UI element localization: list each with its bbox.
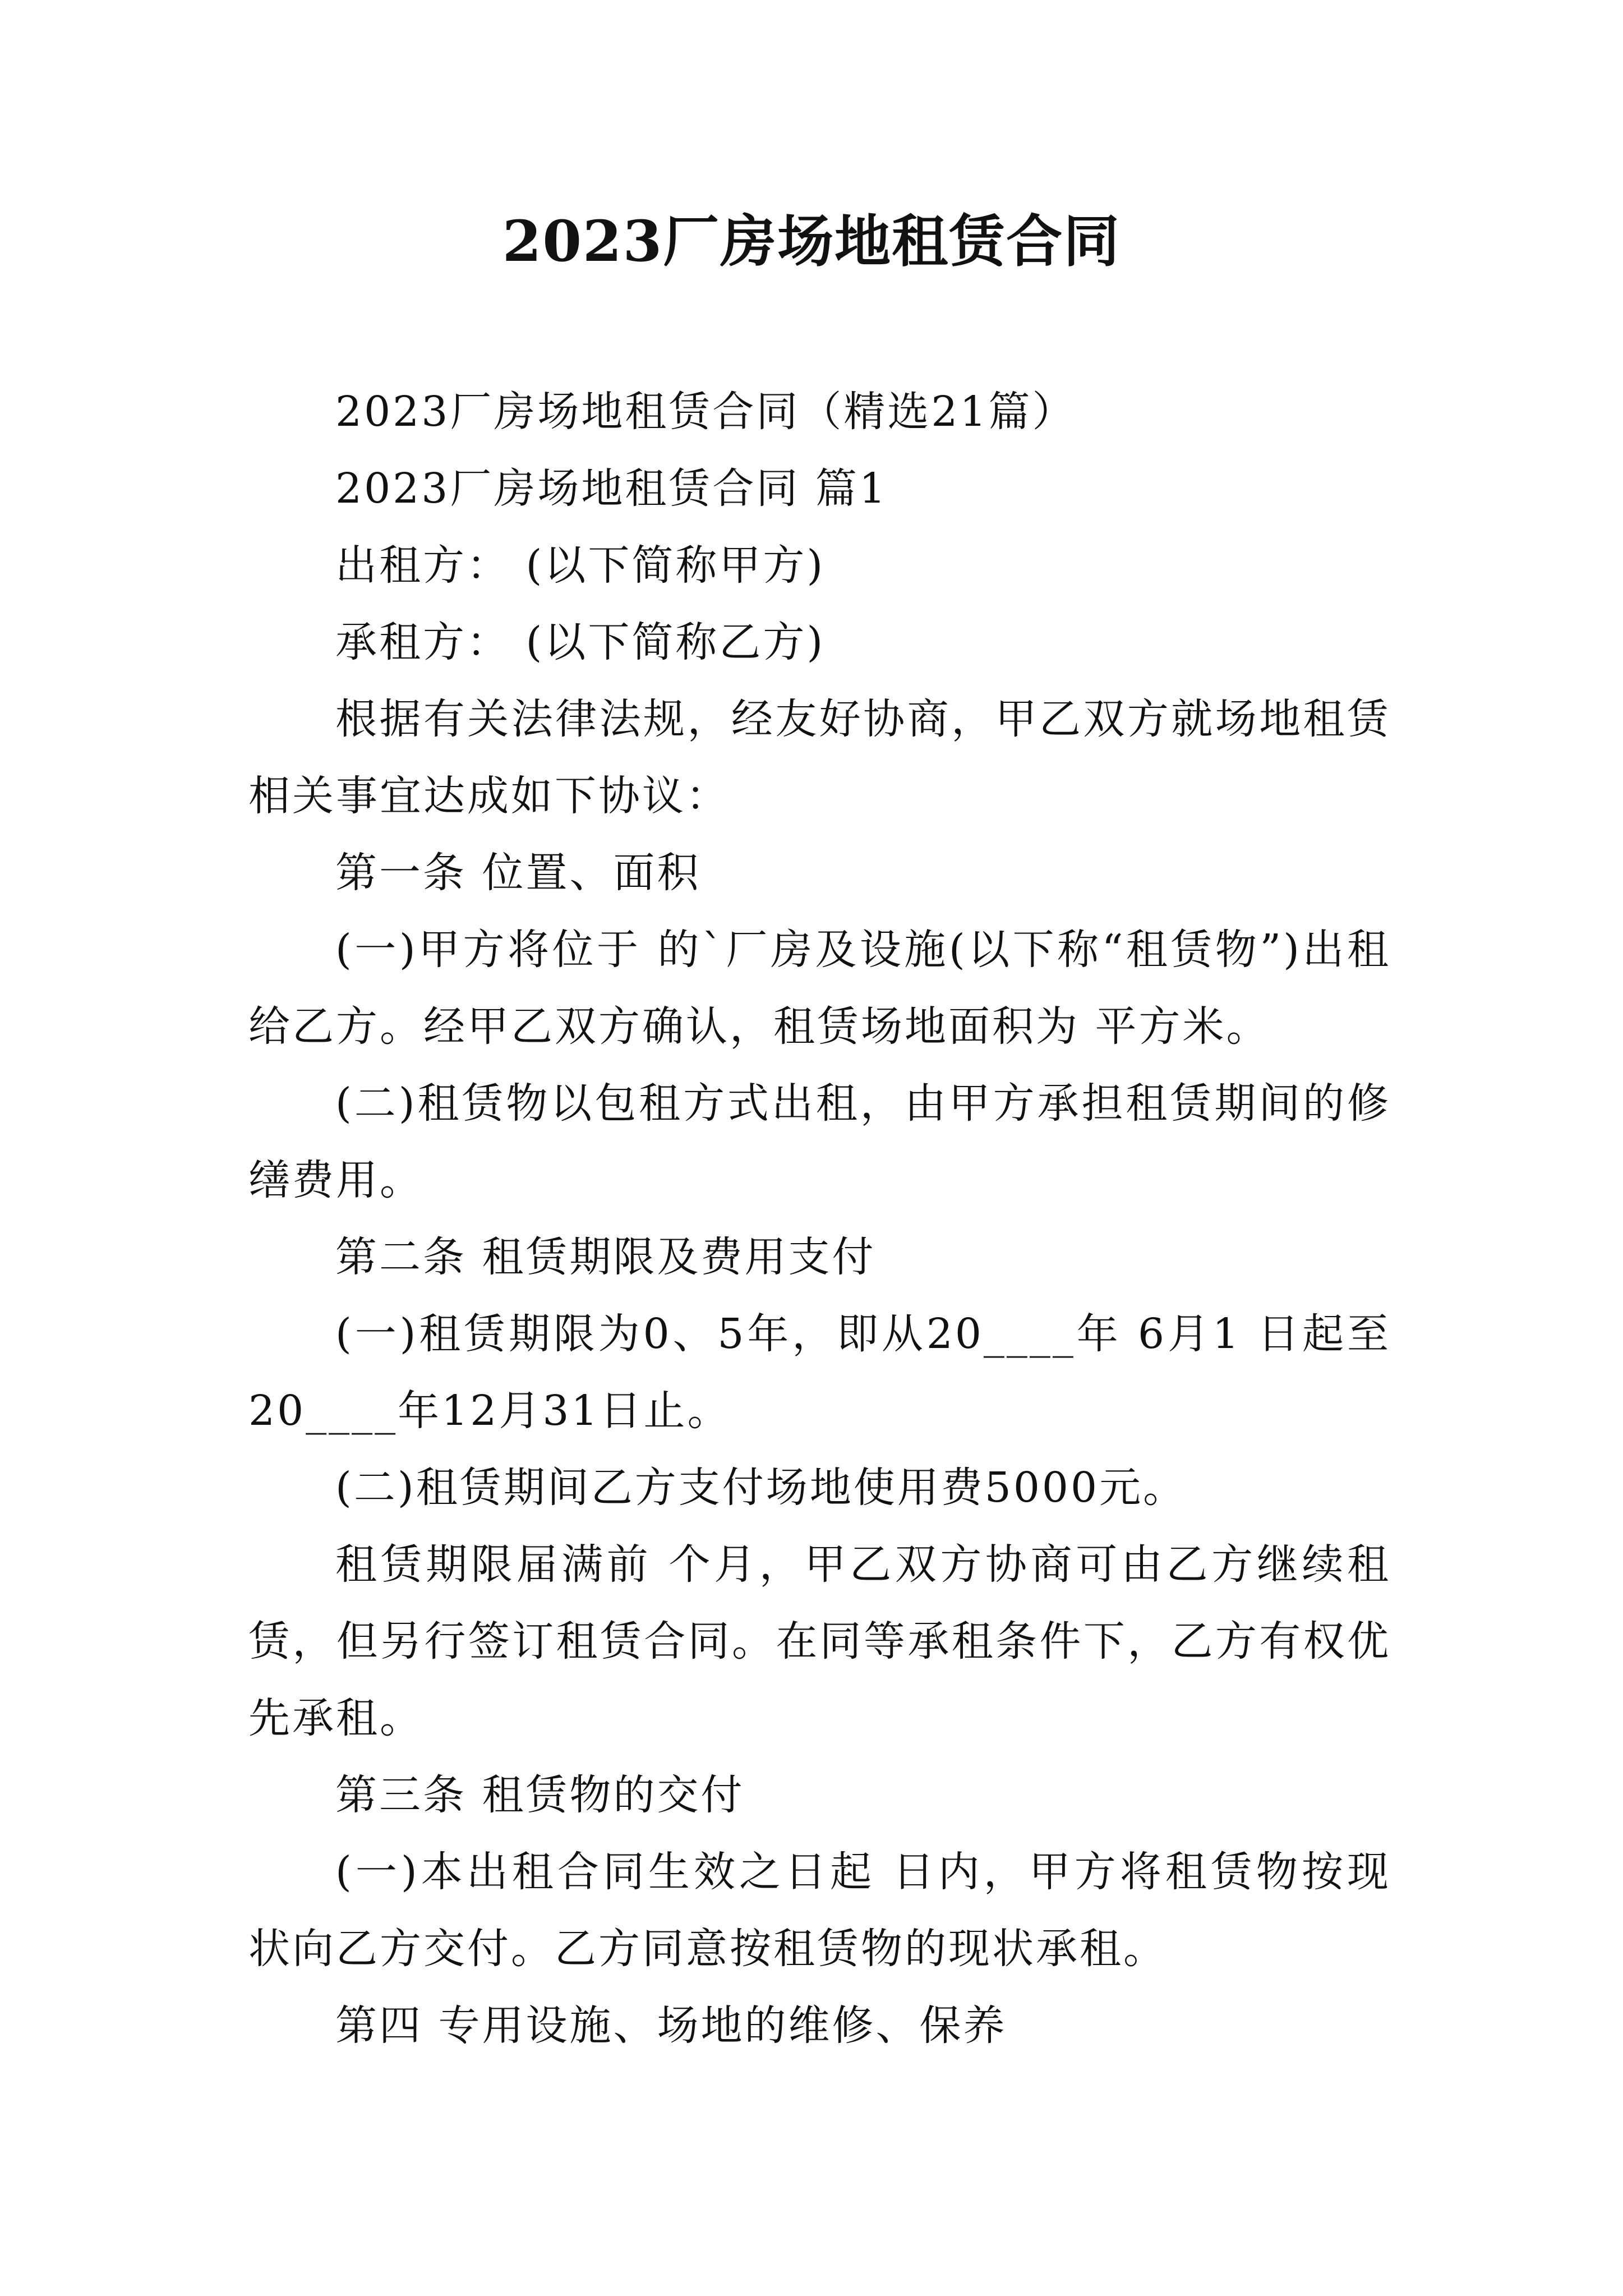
paragraph-article-1-item-2: (二)租赁物以包租方式出租，由甲方承担租赁期间的修缮费用。	[248, 1079, 1391, 1204]
document-body	[248, 374, 1391, 2064]
paragraph-section-title: 2023厂房场地租赁合同 篇1	[335, 464, 888, 513]
paragraph-article-4: 第四 专用设施、场地的维修、保养	[335, 2001, 1007, 2050]
paragraph-article-2: 第二条 租赁期限及费用支付	[335, 1233, 876, 1281]
paragraph-article-2-item-2: (二)租赁期间乙方支付场地使用费5000元。	[335, 1464, 1187, 1512]
paragraph-article-3: 第三条 租赁物的交付	[335, 1771, 745, 1819]
paragraph-preamble: 根据有关法律法规，经友好协商，甲乙双方就场地租赁相关事宜达成如下协议：	[248, 695, 1391, 820]
paragraph-article-3-item-1: (一)本出租合同生效之日起 日内，甲方将租赁物按现状向乙方交付。乙方同意按租赁物的现状承租。	[248, 1848, 1391, 1973]
paragraph-article-2-item-1: (一)租赁期限为0、5年，即从20____年 6月1 日起至20____年12月31日止。	[248, 1310, 1391, 1435]
paragraph-article-1: 第一条 位置、面积	[335, 849, 701, 897]
paragraph-renewal: 租赁期限届满前 个月，甲乙双方协商可由乙方继续租赁，但另行签订租赁合同。在同等承租条件下，乙方有权优先承租。	[248, 1540, 1391, 1742]
paragraph-heading: 2023厂房场地租赁合同（精选21篇）	[335, 388, 1076, 436]
paragraph-lessor: 出租方： (以下简称甲方)	[335, 541, 826, 590]
paragraph-lessee: 承租方： (以下简称乙方)	[335, 618, 826, 666]
document-title: 2023厂房场地租赁合同	[502, 208, 1121, 274]
paragraph-article-1-item-1: (一)甲方将位于 的`厂房及设施(以下称“租赁物”)出租给乙方。经甲乙双方确认，租赁场地面积为 平方米。	[248, 926, 1391, 1051]
